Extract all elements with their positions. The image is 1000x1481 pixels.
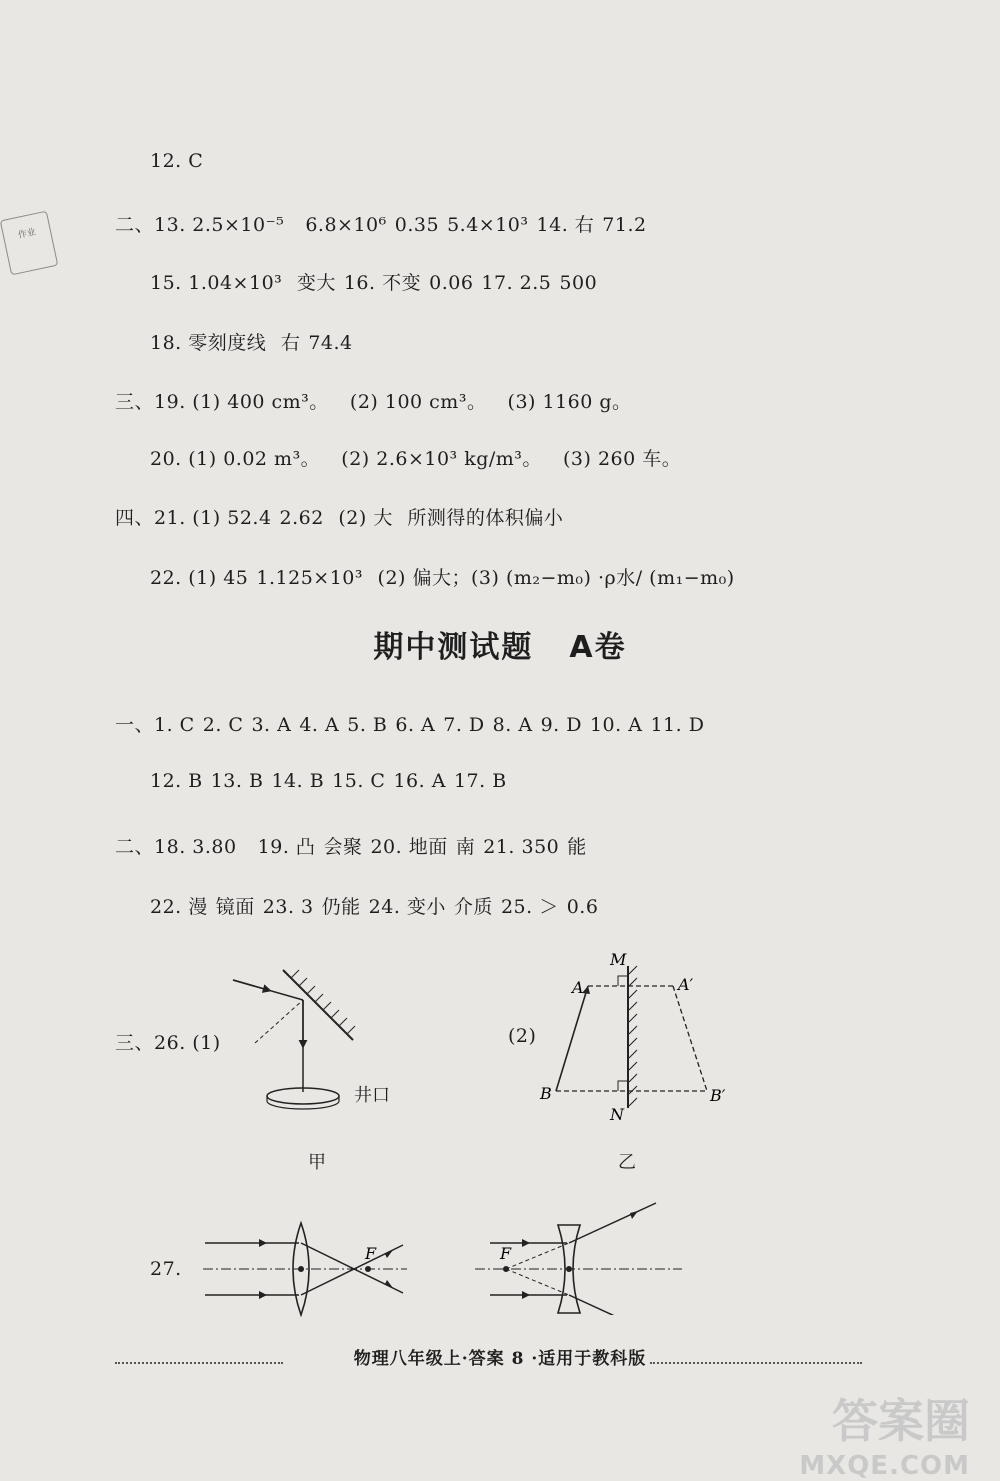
page-footer: 物理八年级上·答案 8 ·适用于教科版: [353, 1349, 647, 1369]
answer-item: 镜面: [215, 896, 255, 918]
section-number: 一、: [115, 714, 155, 736]
answer-item: 变大: [296, 272, 336, 294]
answer-item: 20. (1) 0.02 m³。: [150, 448, 321, 470]
answer-item: 22. 漫: [150, 896, 208, 918]
answer-item: 11. D: [650, 714, 705, 736]
answer-item: 所测得的体积偏小: [407, 507, 564, 529]
answer-item: 9. D: [540, 714, 582, 736]
plane-mirror: [283, 970, 353, 1040]
answer-item: 19. (1) 400 cm³。: [154, 391, 329, 413]
mirror-hatching: [629, 966, 637, 1106]
answer-line-13: [115, 210, 655, 237]
answer-item: 18. 零刻度线: [150, 332, 267, 354]
object-AB: [556, 986, 588, 1091]
answer-item: 6.8×10⁶: [305, 214, 387, 236]
answer-item: 0.6: [566, 896, 599, 918]
point-A: A: [572, 978, 584, 997]
answer-line-20: [150, 444, 689, 471]
section-number: 二、: [115, 836, 155, 858]
answer-item: 15. 1.04×10³: [150, 272, 283, 294]
answer-line-15: [150, 268, 605, 295]
answer-item: 13. B: [210, 770, 264, 792]
answer-line-19: [115, 387, 640, 414]
answer-item: 1. C: [154, 714, 195, 736]
answer-item: (3) 1160 g。: [507, 391, 632, 413]
answer-line-12: [150, 150, 211, 172]
answer-item: 8. A: [492, 714, 533, 736]
answer-item: 13. 2.5×10⁻⁵: [154, 214, 285, 236]
answer-item: 12. B: [150, 770, 203, 792]
title-volume: A卷: [569, 630, 627, 665]
answer-item: 21. 350: [483, 836, 560, 858]
answer-item: 1.125×10³: [256, 567, 363, 589]
answer-item: 18. 3.80: [154, 836, 237, 858]
point-N: N: [610, 1105, 624, 1124]
answer-item: 14. B: [271, 770, 325, 792]
answer-item: 3. A: [251, 714, 292, 736]
answer-item: 24. 变小: [368, 896, 446, 918]
answer-item: 16. A: [393, 770, 446, 792]
answer-item: (2) 偏大；(3) (m₂−m₀) ·ρ水/ (m₁−m₀): [377, 567, 735, 589]
answer-item: 71.2: [602, 214, 647, 236]
answer-item: 21. (1) 52.4: [154, 507, 272, 529]
section-number: 四、: [115, 507, 155, 529]
answer-item: 17. B: [453, 770, 507, 792]
focus-point: [503, 1266, 509, 1272]
answer-line-22b: [150, 892, 606, 919]
answer-item: 会聚: [323, 836, 363, 858]
point-B-prime: B′: [710, 1086, 726, 1105]
question-label: 26. (1): [154, 1032, 221, 1054]
answer-item: 14. 右: [536, 214, 595, 236]
answer-item: 仍能: [321, 896, 361, 918]
focus-point: [365, 1266, 371, 1272]
watermark: [799, 1385, 970, 1481]
answer-item: 23. 3: [262, 896, 314, 918]
answer-item: 500: [559, 272, 598, 294]
stamp: [0, 211, 58, 276]
answer-item: 0.35: [394, 214, 440, 236]
answer-line-22: [150, 563, 743, 590]
answer-item: 右: [280, 332, 301, 354]
answer-item: 20. 地面: [370, 836, 448, 858]
answer-line-12b: [150, 770, 515, 792]
mirror-hatching: [291, 970, 355, 1034]
well-label: 井口: [354, 1085, 390, 1106]
answer-item: 5. B: [347, 714, 388, 736]
section-number: 三、: [115, 1032, 155, 1054]
figure-caption-jia: 甲: [308, 1152, 326, 1173]
figure-caption-yi: 乙: [618, 1152, 636, 1173]
title-main: 期中测试题: [373, 630, 534, 665]
section-number: 二、: [115, 214, 155, 236]
answer-item: 介质: [453, 896, 493, 918]
point-A-prime: A′: [678, 975, 694, 994]
answer-item: (2) 2.6×10³ kg/m³。: [341, 448, 542, 470]
answer-item: 22. (1) 45: [150, 567, 249, 589]
answer-item: 南: [455, 836, 476, 858]
normal-line: [255, 1000, 303, 1043]
answer-item: (2) 大: [338, 507, 393, 529]
point-M: M: [610, 950, 627, 969]
question-label: (2): [508, 1025, 537, 1047]
answer-item: 0.06: [429, 272, 474, 294]
image-AB: [673, 986, 707, 1091]
answer-item: 10. A: [589, 714, 643, 736]
answer-item: 12. C: [150, 150, 204, 172]
focus-label: F: [365, 1244, 377, 1263]
watermark-main: 答案圈: [832, 1394, 970, 1448]
answer-item: 2.62: [279, 507, 324, 529]
point-B: B: [540, 1084, 552, 1103]
section-title: [0, 622, 1000, 666]
q27-label: [150, 1258, 190, 1280]
q26-label-1: [115, 1028, 229, 1055]
section-number: 三、: [115, 391, 155, 413]
answer-item: (2) 100 cm³。: [349, 391, 487, 413]
answer-line-18: [150, 328, 361, 355]
answer-item: 2. C: [202, 714, 244, 736]
answer-item: 25. ＞: [500, 896, 559, 918]
answer-item: 16. 不变: [343, 272, 422, 294]
stamp-text: 作业: [17, 227, 37, 241]
answer-line-1: [115, 710, 712, 737]
question-label: 27.: [150, 1258, 182, 1280]
figure-concave-lens: [470, 1195, 690, 1315]
right-angle-mark: [618, 1081, 628, 1091]
answer-item: (3) 260 车。: [563, 448, 682, 470]
figure-mirror-image: [530, 948, 750, 1128]
answer-item: 6. A: [395, 714, 436, 736]
figure-convex-lens: [195, 1215, 415, 1325]
answer-item: 15. C: [332, 770, 386, 792]
focus-label: F: [500, 1244, 512, 1263]
right-angle-mark: [618, 976, 628, 986]
answer-item: 19. 凸: [257, 836, 316, 858]
answer-item: 能: [567, 836, 587, 858]
answer-item: 5.4×10³: [447, 214, 529, 236]
answer-line-21: [115, 503, 571, 530]
answer-item: 17. 2.5: [481, 272, 552, 294]
answer-item: 7. D: [443, 714, 485, 736]
answer-line-18b: [115, 832, 595, 859]
answer-item: 74.4: [308, 332, 353, 354]
answer-item: 4. A: [299, 714, 340, 736]
watermark-url: MXQE.COM: [799, 1451, 970, 1481]
